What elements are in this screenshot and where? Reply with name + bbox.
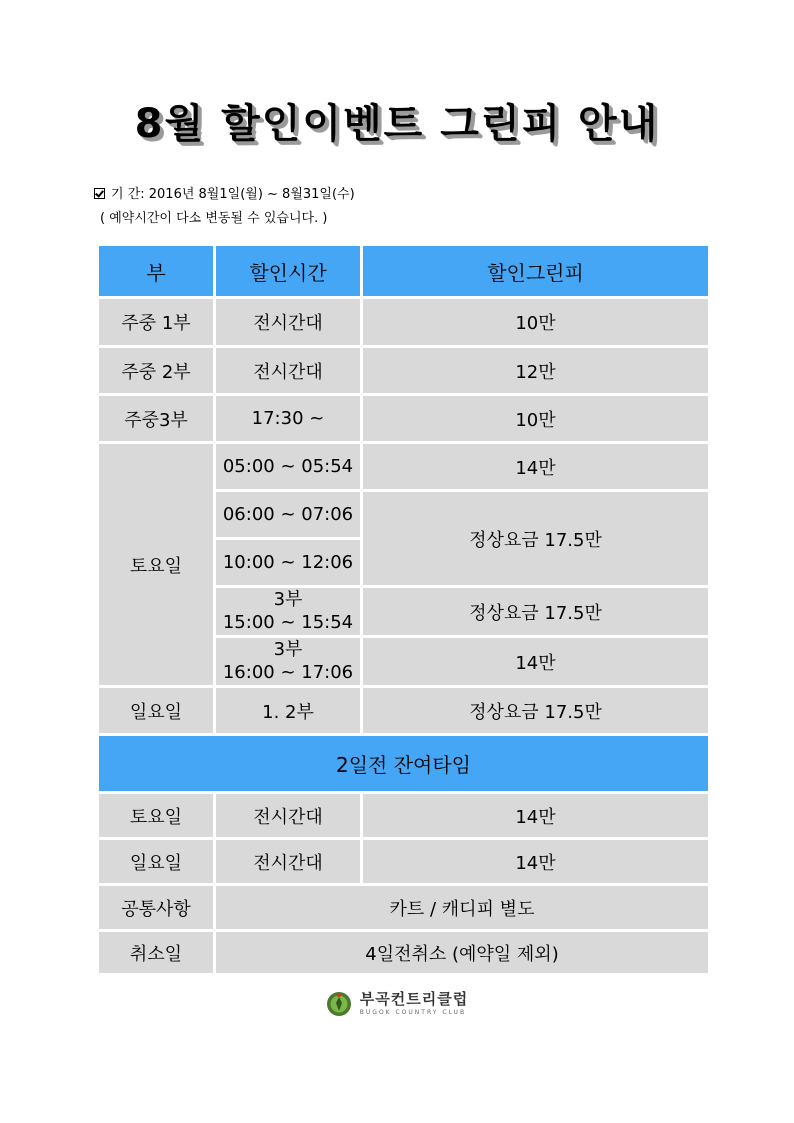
checkbox-icon bbox=[94, 188, 105, 199]
saturday-time: 16:00 ~ 17:06 bbox=[222, 661, 354, 683]
greenfee-table bbox=[96, 243, 711, 976]
table-row bbox=[98, 931, 710, 975]
weekday-part: 주중 2부 bbox=[98, 347, 215, 395]
weekday-time: 전시간대 bbox=[215, 347, 362, 395]
remaining-time: 전시간대 bbox=[215, 839, 362, 885]
remaining-fee: 14만 bbox=[362, 793, 710, 839]
weekday-fee: 10만 bbox=[362, 298, 710, 347]
table-row bbox=[98, 687, 710, 735]
table-row bbox=[98, 347, 710, 395]
remaining-day: 일요일 bbox=[98, 839, 215, 885]
period-text: 기 간: 2016년 8월1일(월) ~ 8월31일(수) bbox=[111, 187, 355, 202]
note-line: ( 예약시간이 다소 변동될 수 있습니다. ) bbox=[100, 211, 328, 226]
saturday-part-label: 3부 bbox=[273, 639, 303, 660]
saturday-fee: 14만 bbox=[362, 637, 710, 687]
common-label: 공통사항 bbox=[98, 885, 215, 931]
sunday-label: 일요일 bbox=[98, 687, 215, 735]
saturday-time: 06:00 ~ 07:06 bbox=[215, 491, 362, 539]
saturday-time-cell bbox=[215, 587, 362, 637]
table-row bbox=[98, 793, 710, 839]
saturday-time-cell bbox=[215, 637, 362, 687]
header-fee: 할인그린피 bbox=[362, 245, 710, 298]
logo-name-korean: 부곡컨트리클럽 bbox=[359, 990, 469, 1008]
sunday-fee: 정상요금 17.5만 bbox=[362, 687, 710, 735]
saturday-time: 15:00 ~ 15:54 bbox=[222, 611, 354, 633]
weekday-fee: 10만 bbox=[362, 395, 710, 443]
header-part: 부 bbox=[98, 245, 215, 298]
logo-name-english: BUGOK COUNTRY CLUB bbox=[359, 1009, 467, 1016]
saturday-time: 10:00 ~ 12:06 bbox=[215, 539, 362, 587]
sunday-time: 1. 2부 bbox=[215, 687, 362, 735]
header-time: 할인시간 bbox=[215, 245, 362, 298]
weekday-part: 주중3부 bbox=[98, 395, 215, 443]
remaining-time: 전시간대 bbox=[215, 793, 362, 839]
saturday-fee: 정상요금 17.5만 bbox=[362, 587, 710, 637]
saturday-label: 토요일 bbox=[98, 443, 215, 687]
period-line bbox=[94, 183, 355, 202]
saturday-fee: 14만 bbox=[362, 443, 710, 491]
saturday-time: 05:00 ~ 05:54 bbox=[215, 443, 362, 491]
weekday-time: 전시간대 bbox=[215, 298, 362, 347]
table-header-row bbox=[98, 245, 710, 298]
remaining-day: 토요일 bbox=[98, 793, 215, 839]
table-row bbox=[98, 298, 710, 347]
remaining-fee: 14만 bbox=[362, 839, 710, 885]
common-value: 카트 / 캐디피 별도 bbox=[215, 885, 710, 931]
section-header-row bbox=[98, 735, 710, 793]
weekday-time: 17:30 ~ bbox=[215, 395, 362, 443]
weekday-fee: 12만 bbox=[362, 347, 710, 395]
club-logo bbox=[0, 991, 794, 1017]
saturday-fee: 정상요금 17.5만 bbox=[362, 491, 710, 587]
weekday-part: 주중 1부 bbox=[98, 298, 215, 347]
page-title: 8월 할인이벤트 그린피 안내 bbox=[134, 101, 660, 147]
table-row bbox=[98, 839, 710, 885]
cancel-value: 4일전취소 (예약일 제외) bbox=[215, 931, 710, 975]
table-row bbox=[98, 885, 710, 931]
club-emblem-icon bbox=[326, 991, 352, 1017]
section-title: 2일전 잔여타임 bbox=[98, 735, 710, 793]
cancel-label: 취소일 bbox=[98, 931, 215, 975]
saturday-part-label: 3부 bbox=[273, 589, 303, 610]
table-row bbox=[98, 443, 710, 491]
table-row bbox=[98, 395, 710, 443]
